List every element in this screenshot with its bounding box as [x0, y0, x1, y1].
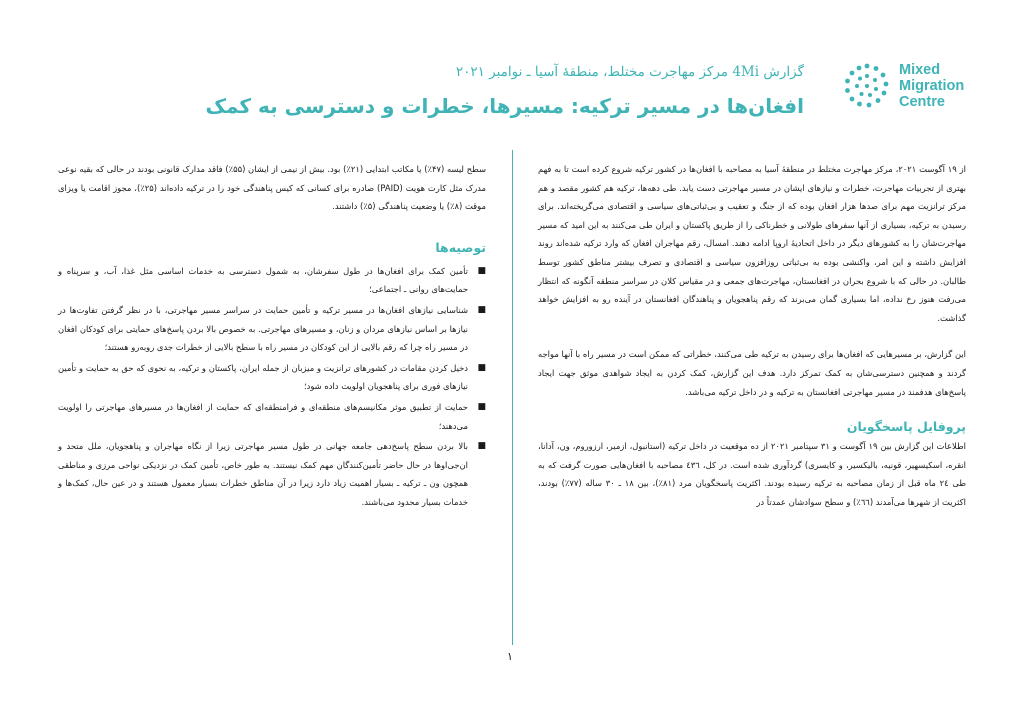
list-item — [58, 359, 486, 396]
recommendation-text: حمایت از تطبیق موثر مکانیسم‌های منطقه‌ای و فرامنطقه‌ای که حمایت از افغان‌ها در مسیرهای مهاجرتی را اولویت می‌دهند؛ — [58, 401, 468, 431]
bullet-icon: ■ — [477, 401, 486, 412]
logo-wordmark — [899, 62, 964, 110]
profile-continuation: سطح لیسه (۴۷٪) یا مکاتب ابتدایی (۲۱٪) بود. بیش از نیمی از ایشان (۵۵٪) فاقد مدارک قانونی بودند در حالی که بقیه نوعی مدرک مثل کارت هویت (PAID) صادره برای کسانی که کیس پناهندگی خود را در ترکیه داده‌اند (۲۵٪)، مجوز اقامت یا ویزای موقت (۸٪) یا وضعیت پناهندگی (۵٪) داشتند. — [58, 164, 486, 212]
recommendation-text: شناسایی نیازهای افغان‌ها در مسیر ترکیه و تأمین حمایت در سراسر مسیر مهاجرتی، با در نظر گرفتن تفاوت‌ها در نیازها بر اساس نیازهای مردان و زنان، و مسیرهای مهاجرتی. به خصوص بالا بردن پاسخ‌های حمایتی برای کودکان افغان در مسیر راه چرا که رقم بالایی از این کودکان در مسیر راه با سطح بالایی از خطرات جدی روبه‌رو هستند؛ — [58, 304, 468, 353]
mmc-logo-icon — [843, 62, 891, 110]
report-subtitle: گزارش 4Mi مرکز مهاجرت مختلط، منطقهٔ آسیا ـ نوامبر ۲۰۲۱ — [455, 64, 804, 80]
logo-line: Centre — [899, 94, 945, 110]
bullet-icon: ■ — [477, 362, 486, 373]
left-column — [58, 160, 486, 514]
right-column — [538, 160, 966, 512]
mmc-logo — [843, 62, 964, 110]
recommendations-heading: توصیه‌ها — [435, 239, 486, 255]
recommendation-text: تأمین کمک برای افغان‌ها در طول سفرشان، به شمول دسترسی به خدمات اساسی مثل غذا، آب، و سرپناه و حمایت‌های روانی ـ اجتماعی؛ — [58, 265, 468, 295]
bullet-icon: ■ — [477, 304, 486, 315]
logo-line: Migration — [899, 78, 965, 94]
column-divider — [512, 150, 513, 645]
recommendation-text: بالا بردن سطح پاسخ‌دهی جامعه جهانی در طول مسیر مهاجرتی زیرا از نگاه مهاجران و پناهجویان، ملل متحد و ان‌جی‌اوها در حال حاضر تأمین‌کنندگان مهم کمک نیستند. به طور خاص، تأمین کمک در نزدیکی نواحی مرزی و مناطقی همچون ون ـ ترکیه ـ بسیار اهمیت زیاد دارد زیرا در آن مناطق خطرات بسیار معمول هستند و در عین حال، کمک‌ها و خدمات بسیار محدود می‌باشند. — [58, 441, 468, 507]
page-title: افغان‌ها در مسیر ترکیه: مسیرها، خطرات و دسترسی به کمک — [205, 94, 804, 118]
profile-paragraph: اطلاعات این گزارش بین ۱۹ آگوست و ۳۱ سپتامبر ۲۰۲۱ از ده موقعیت در داخل ترکیه (استانبول، ازمیر، ارزوروم، ون، آدانا، انقره، اسکیسهیر، قونیه، بالیکسیر، و کایسری) گردآوری شده است. در کل، ٤٣٦ مصاحبه با افغان‌هایی صورت گرفت که به طی ۲٤ ماه قبل از زمان مصاحبه به ترکیه رسیده بودند. اکثریت پاسخگویان مرد (۸۱٪)، بین ۱۸ ـ ۳۰ ساله (۷۷٪) بودند، اکثریت از شهرها می‌آمدند (٦٦٪) و سطح سوادشان عمدتاً در — [538, 441, 967, 507]
recommendation-text: دخیل کردن مقامات در کشورهای ترانزیت و میزبان از جمله ایران، پاکستان و ترکیه، به نحوی که حق به حمایت و تأمین نیازهای فوری برای پناهجویان اولویت داده شود؛ — [58, 362, 468, 392]
recommendations-list — [58, 262, 486, 512]
list-item — [58, 262, 486, 299]
logo-line: Mixed — [899, 62, 941, 78]
focus-paragraph: این گزارش، بر مسیرهایی که افغان‌ها برای رسیدن به ترکیه طی می‌کنند، خطراتی که ممکن است در مسیر راه با آنها مواجه گردند و همچنین دسترسی‌شان به کمک تمرکز دارد. هدف این گزارش، کمک کردن به ایجاد شواهدی موثق جهت ایجاد پاسخ‌های هدفمند در مسیر مهاجرتی افغانستان به ترکیه و در داخل ترکیه می‌باشد. — [538, 349, 966, 397]
list-item — [58, 398, 486, 435]
intro-paragraph: از ۱۹ آگوست ۲۰۲۱، مرکز مهاجرت مختلط در منطقهٔ آسیا به مصاحبه با افغان‌ها در کشور ترکیه شروع کرده است تا به فهم بهتری از تجربیات مهاجرت، خطرات و نیازهای ایشان در مسیر مهاجرتی دست یابد. طی دهه‌ها، ترکیه هم کشور مقصد و هم مرکز ترانزیت مهم برای صدها هزار افغان بوده که از جنگ و تعقیب و بی‌ثباتی‌های سیاسی و اقتصادی می‌گریخته‌اند. برای رسیدن به ترکیه، بسیاری از آنها سفرهای طولانی و خطرناکی را از طریق پاکستان و ایران طی می‌کنند به این امید که مسیر مهاجرت‌شان را به کشورهای دیگر در داخل اتحادیهٔ اروپا ادامه دهند. امسال، رقم مهاجران افغان که وارد ترکیه شده‌اند روند افزایش داشته و این امر، واکنشی بوده به بی‌ثباتی روزافزون سیاسی و اقتصادی و تصرف بیشتر مناطق کشور توسط طالبان. در حالی که با شروع بحران در افغانستان، مهاجرت‌های جمعی و در مقیاس کلان در سراسر منطقه آنگونه که انتظار می‌رفت هنوز رخ نداده، اما بسیاری گمان می‌برند که رقم پناهجویان و پناهندگان افغانستان در آینده رو به افزایش خواهد گذاشت. — [538, 164, 966, 323]
list-item — [58, 301, 486, 357]
profile-heading: پروفایل پاسخگویان — [846, 419, 966, 435]
bullet-icon: ■ — [477, 265, 486, 276]
list-item — [58, 437, 486, 511]
page-number: ۱ — [507, 650, 513, 663]
bullet-icon: ■ — [477, 441, 486, 452]
